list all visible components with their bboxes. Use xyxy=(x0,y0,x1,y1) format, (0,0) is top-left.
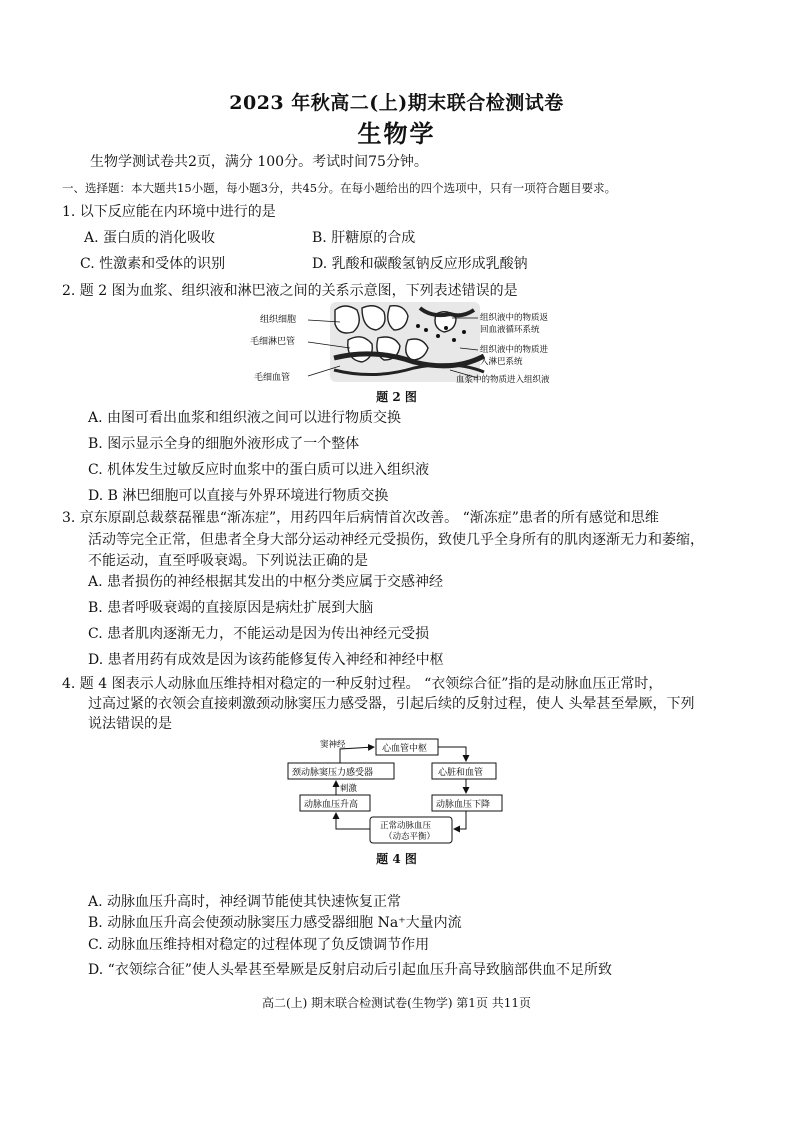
fig4-stimulus: 刺激 xyxy=(340,784,358,794)
fig4-heart: 心脏和血管 xyxy=(438,768,484,778)
q1-option-b: B. 肝糖原的合成 xyxy=(312,230,416,246)
q4-stem-line3: 说法错误的是 xyxy=(88,716,172,732)
q1-option-c: C. 性激素和受体的识别 xyxy=(80,256,226,272)
fig4-normal-line2: （动态平衡） xyxy=(384,832,436,842)
q3-stem-line1: 3. 京东原副总裁蔡磊罹患“渐冻症”，用药四年后病情首次改善。 “渐冻症”患者的所有感觉和思维 xyxy=(62,510,659,526)
q2-option-a: A. 由图可看出血浆和组织液之间可以进行物质交换 xyxy=(88,410,402,426)
q4-flow-diagram xyxy=(280,735,510,847)
q1-stem: 1. 以下反应能在内环境中进行的是 xyxy=(62,204,276,220)
fig2-label-lymph-capillary: 毛细淋巴管 xyxy=(250,337,296,347)
section-heading: 一、选择题：本大题共15小题，每小题3分，共45分。在每小题给出的四个选项中，只有一项符合题目要求。 xyxy=(62,181,617,195)
q4-figure-caption: 题 4 图 xyxy=(376,852,417,866)
q1-option-a: A. 蛋白质的消化吸收 xyxy=(84,230,216,246)
q3-option-a: A. 患者损伤的神经根据其发出的中枢分类应属于交感神经 xyxy=(88,574,444,590)
q2-option-c: C. 机体发生过敏反应时血浆中的蛋白质可以进入组织液 xyxy=(88,462,430,478)
q2-figure-caption: 题 2 图 xyxy=(376,390,417,404)
q2-option-d: D. B 淋巴细胞可以直接与外界环境进行物质交换 xyxy=(88,488,389,504)
fig2-label-right2b: 入淋巴系统 xyxy=(480,357,523,367)
q3-option-b: B. 患者呼吸衰竭的直接原因是病灶扩展到大脑 xyxy=(88,600,374,616)
q4-option-a: A. 动脉血压升高时，神经调节能使其快速恢复正常 xyxy=(88,894,402,910)
q4-stem-line2: 过高过紧的衣领会直接刺激颈动脉窦压力感受器，引起后续的反射过程，使人 头晕甚至晕厥，下列 xyxy=(88,696,695,712)
fig2-label-right2a: 组织液中的物质进 xyxy=(480,345,549,355)
fig2-label-right1a: 组织液中的物质返 xyxy=(480,313,549,323)
fig2-label-tissue-cell: 组织细胞 xyxy=(260,315,297,325)
q3-option-d: D. 患者用药有成效是因为该药能修复传入神经和神经中枢 xyxy=(88,652,444,668)
q4-stem-line1: 4. 题 4 图表示人动脉血压维持相对稳定的一种反射过程。 “衣领综合征”指的是动脉血压正常时， xyxy=(62,676,663,692)
fig4-center: 心血管中枢 xyxy=(382,744,428,754)
q4-option-d: D. “衣领综合征”使人头晕甚至晕厥是反射启动后引起血压升高导致脑部供血不足所致 xyxy=(88,962,612,978)
q3-stem-line3: 不能运动，直至呼吸衰竭。下列说法正确的是 xyxy=(88,553,368,569)
intro-text: 生物学测试卷共2页，满分 100分。考试时间75分钟。 xyxy=(90,154,428,170)
q2-figure xyxy=(250,300,550,386)
fig2-label-blood-capillary: 毛细血管 xyxy=(254,373,291,383)
fig4-nerve-label: 窦神经 xyxy=(320,740,346,750)
fig2-label-right1b: 回血液循环系统 xyxy=(480,325,540,335)
q4-option-c: C. 动脉血压维持相对稳定的过程体现了负反馈调节作用 xyxy=(88,937,430,953)
q2-stem: 2. 题 2 图为血浆、组织液和淋巴液之间的关系示意图，下列表述错误的是 xyxy=(62,283,518,299)
subject-title: 生物学 xyxy=(357,119,436,148)
q3-option-c: C. 患者肌肉逐渐无力，不能运动是因为传出神经元受损 xyxy=(88,626,430,642)
q2-option-b: B. 图示显示全身的细胞外液形成了一个整体 xyxy=(88,436,360,452)
fig4-rise: 动脉血压升高 xyxy=(304,800,359,810)
fig4-fall: 动脉血压下降 xyxy=(436,800,491,810)
fig2-label-right3: 血浆中的物质进入组织液 xyxy=(456,375,550,385)
page-footer: 高二(上) 期末联合检测试卷(生物学) 第1页 共11页 xyxy=(261,996,532,1010)
fig4-receptor: 颈动脉窦压力感受器 xyxy=(292,768,374,778)
fig4-normal-line1: 正常动脉血压 xyxy=(380,821,432,831)
q1-option-d: D. 乳酸和碳酸氢钠反应形成乳酸钠 xyxy=(312,256,528,272)
exam-title: 2023 年秋高二(上)期末联合检测试卷 xyxy=(229,92,564,114)
q4-option-b: B. 动脉血压升高会使颈动脉窦压力感受器细胞 Na⁺大量内流 xyxy=(88,915,462,931)
q3-stem-line2: 活动等完全正常，但患者全身大部分运动神经元受损伤，致使几乎全身所有的肌肉逐渐无力和萎缩， xyxy=(88,532,704,548)
